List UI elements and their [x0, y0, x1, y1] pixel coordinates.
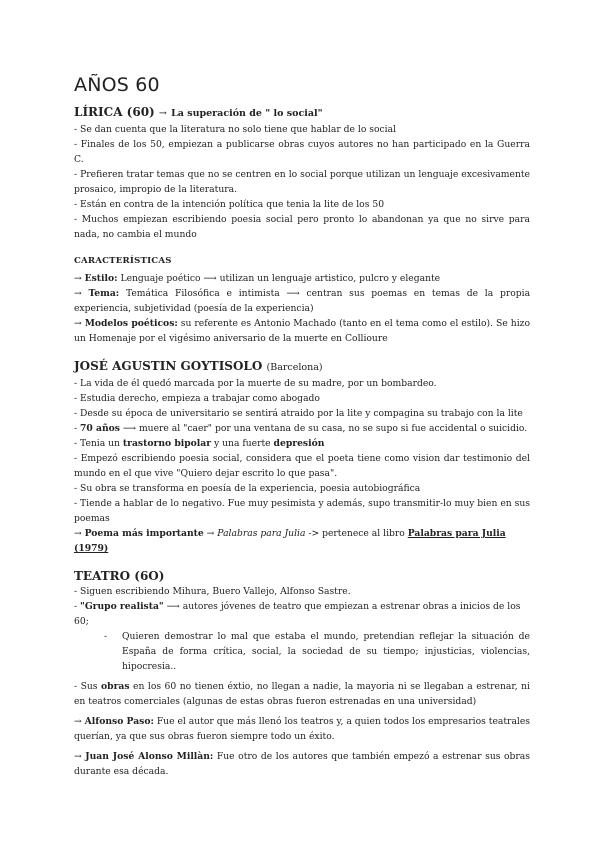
estilo-desc: utilizan un lenguaje artistico, pulcro y elegante — [219, 273, 441, 284]
lirica-line: - Prefieren tratar temas que no se centren en lo social porque utilizan un lenguaje excesivamente prosaico, impropio de la literatura. — [74, 169, 530, 195]
tema-text: Temática Filosófica e intimista — [125, 288, 280, 299]
text-fragment: y una fuerte — [211, 438, 274, 449]
arrow-icon: → — [158, 108, 167, 119]
modelos-text: su referente es Antonio Machado (tanto en el tema como el estilo). Se hizo un Homenaje por el vigésimo aniversario de la muerte en Collioure — [74, 318, 531, 344]
lirica-subtitle: La superación de " lo social" — [171, 108, 323, 119]
teatro-heading: TEATRO (6O) — [74, 569, 165, 583]
bipolar-label: trastorno bipolar — [122, 438, 212, 449]
goytisolo-line: - Desde su época de universitario se sentirá atraido por la lite y compagina su trabajo con la lite — [74, 408, 523, 419]
grupo-subitem — [74, 629, 530, 674]
obras-line — [74, 679, 530, 709]
lirica-line: - Muchos empiezan escribiendo poesia social pero pronto lo abandonan ya que no sirve para nada, no cambia el mundo — [74, 214, 530, 240]
lirica-line: - Se dan cuenta que la literatura no solo tiene que hablar de lo social — [74, 124, 397, 135]
caracteristicas-heading: CARACTERÍSTICAS — [74, 256, 172, 266]
libro-title: Palabras para Julia (1979) — [74, 528, 506, 554]
age-label: 70 años — [80, 423, 120, 434]
estilo-text: Lenguaje poético — [120, 273, 201, 284]
goytisolo-heading — [74, 358, 530, 376]
depresion-label: depresión — [273, 438, 325, 449]
paso-line — [74, 714, 530, 744]
goytisolo-line: - Su obra se transforma en poesía de la experiencia, poesia autobiográfica — [74, 483, 421, 494]
arrow-icon: → — [74, 273, 85, 284]
goytisolo-line — [74, 436, 530, 451]
arrow-icon: → — [74, 528, 85, 539]
bullet-dash: - — [104, 631, 108, 642]
arrow-icon: ⟶ — [122, 423, 137, 434]
estilo-label: Estilo: — [84, 273, 118, 284]
obras-label: obras — [101, 681, 130, 692]
poema-text: -> pertenece al libro — [308, 528, 405, 539]
grupo-subitem-text: Quieren demostrar lo mal que estaba el mundo, pretendian reflejar la situación de España de forma crítica, social, la sociedad de su tiempo; injusticias, violencias, hipocresia.. — [122, 631, 530, 672]
tema-label: Tema: — [88, 288, 120, 299]
paso-text: Fue el autor que más llenó los teatros y, a quien todos los empresarios teatrales querían, ya que sus obras fueron siempre todo un éxito. — [74, 716, 531, 742]
goytisolo-line: - 70 años ⟶ muere al "caer" por una ventana de su casa, no se supo si fue accidental o suicidio. — [74, 423, 528, 434]
arrow-icon: → — [74, 716, 85, 727]
lirica-heading — [74, 104, 530, 122]
text-fragment: - Tenia un — [74, 438, 123, 449]
page-title: AÑOS 60 — [74, 74, 160, 96]
modelos-item — [74, 316, 530, 346]
arrow-icon: → — [206, 528, 215, 539]
lirica-line: - Finales de los 50, empiezan a publicarse obras cuyos autores no han participado en la Guerra C. — [74, 139, 530, 165]
grupo-line: - "Grupo realista" ⟶ autores jóvenes de teatro que empiezan a estrenar obras a inicios de los 60; — [74, 601, 521, 627]
millan-text: Fue otro de los autores que también empezó a estrenar sus obras durante esa década. — [74, 751, 531, 777]
tema-desc: centran sus poemas en temas de la propia experiencia, subjetividad (poesía de la experiencia) — [74, 288, 531, 314]
goytisolo-place: (Barcelona) — [266, 362, 323, 373]
millan-label: Juan José Alonso Millàn: — [85, 751, 214, 762]
goytisolo-line: - Estudia derecho, empieza a trabajar como abogado — [74, 393, 320, 404]
lirica-line: - Están en contra de la intención política que tenia la lite de los 50 — [74, 199, 385, 210]
millan-line — [74, 749, 530, 779]
lirica-heading-label: LÍRICA (60) — [74, 105, 155, 119]
teatro-line: - Siguen escribiendo Mihura, Buero Vallejo, Alfonso Sastre. — [74, 586, 351, 597]
goytisolo-line: - Empezó escribiendo poesia social, considera que el poeta tiene como vision dar testimonio del mundo en el que vive "Quiero dejar escrito lo que pasa". — [74, 453, 530, 479]
paso-label: Alfonso Paso: — [84, 716, 154, 727]
text-fragment: en los 60 no tienen éxtio, no llegan a nadie, la mayoria ni se llegaban a estrenar, ni en teatros comerciales (algunas de estas obras fueron estrenadas en una universidad) — [74, 681, 530, 707]
arrow-icon: ⟶ — [286, 288, 300, 299]
goytisolo-line: - La vida de él quedó marcada por la muerte de su madre, por un bombardeo. — [74, 378, 437, 389]
death-text: muere al "caer" por una ventana de su casa, no se supo si fue accidental o suicidio. — [138, 423, 528, 434]
modelos-label: Modelos poéticos: — [84, 318, 178, 329]
grupo-label: "Grupo realista" — [80, 601, 164, 612]
text-fragment: - Sus — [74, 681, 102, 692]
arrow-icon: ⟶ — [203, 273, 217, 284]
poema-line — [74, 526, 530, 556]
arrow-icon: → — [74, 751, 86, 762]
poema-title: Palabras para Julia — [217, 528, 306, 539]
estilo-item — [74, 271, 530, 286]
goytisolo-line: - Tiende a hablar de lo negativo. Fue muy pesimista y además, supo transmitir-lo muy bien en sus poemas — [74, 498, 530, 524]
document-content — [74, 74, 530, 779]
goytisolo-heading-label: JOSÉ AGUSTIN GOYTISOLO — [74, 359, 263, 373]
tema-item — [74, 286, 530, 316]
arrow-icon: → — [74, 318, 85, 329]
arrow-icon: → — [74, 288, 89, 299]
poema-label: Poema más importante — [84, 528, 204, 539]
arrow-icon: ⟶ — [166, 601, 180, 612]
grupo-text: autores jóvenes de teatro que empiezan a estrenar obras a inicios de los 60; — [74, 601, 521, 627]
